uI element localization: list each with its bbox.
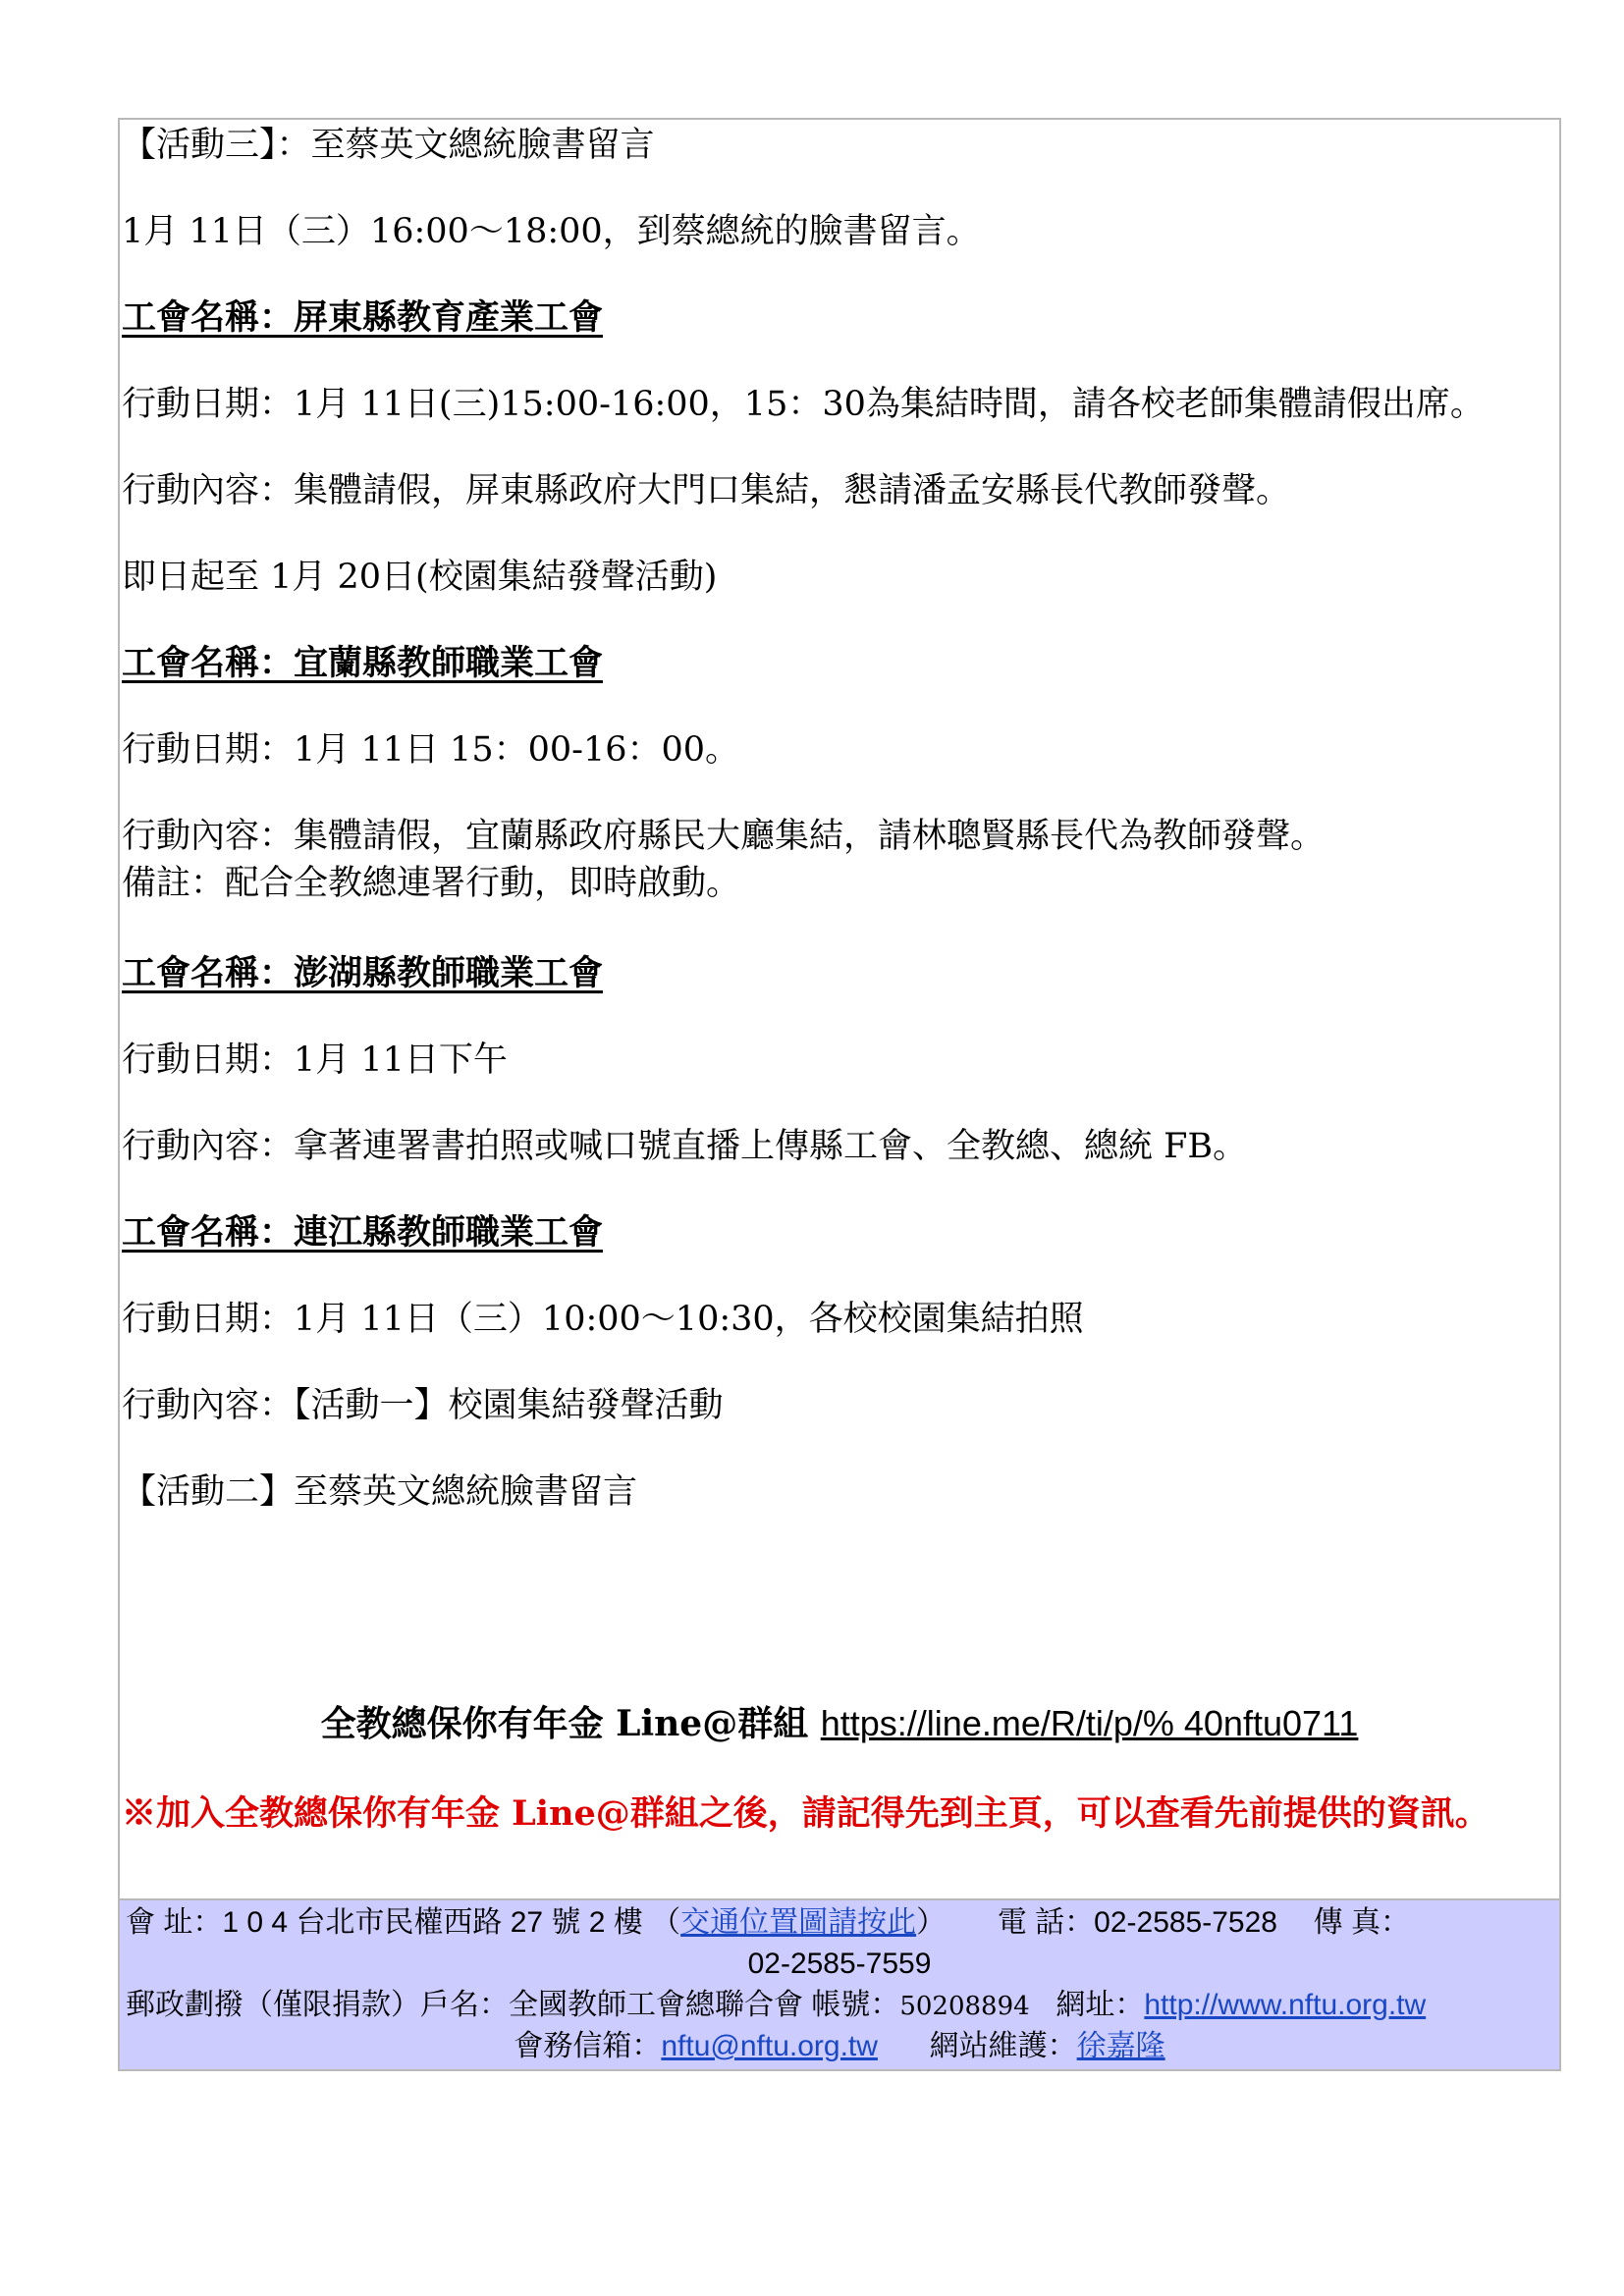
phone: 電 話：02-2585-7528	[997, 1906, 1277, 1939]
lienchiang-content: 行動內容：【活動一】校園集結發聲活動	[122, 1386, 724, 1425]
penghu-heading: 工會名稱：澎湖縣教師職業工會	[122, 954, 604, 993]
yilan-content: 行動內容：集體請假，宜蘭縣政府縣民大廳集結，請林聰賢縣長代為教師發聲。	[122, 817, 1326, 856]
footer-contact-row	[126, 2026, 1553, 2067]
map-link[interactable]: 交通位置圖請按此	[680, 1906, 917, 1939]
footer-address-row	[126, 1902, 1553, 1944]
pingtung-heading: 工會名稱：屏東縣教育產業工會	[122, 298, 604, 338]
penghu-date: 行動日期：1月 11日下午	[122, 1041, 508, 1080]
footer-postal-row	[126, 1985, 1553, 2027]
pingtung-date: 行動日期：1月 11日(三)15:00-16:00，15：30為集結時間，請各校老師集體請假出席。	[122, 385, 1485, 424]
penghu-content: 行動內容：拿著連署書拍照或喊口號直播上傳縣工會、全教總、總統 FB。	[122, 1127, 1248, 1166]
maintainer-label: 網站維護：	[929, 2030, 1077, 2062]
fax-number: 02-2585-7559	[747, 1948, 932, 1980]
email-label: 會務信箱：	[514, 2030, 662, 2062]
address-end: ）	[916, 1906, 947, 1939]
maintainer-link[interactable]: 徐嘉隆	[1076, 2030, 1165, 2062]
pingtung-content: 行動內容：集體請假，屏東縣政府大門口集結，懇請潘孟安縣長代教師發聲。	[122, 471, 1291, 510]
document-frame	[118, 118, 1561, 2071]
website-label: 網址：	[1056, 1989, 1145, 2021]
lienchiang-heading: 工會名稱：連江縣教師職業工會	[122, 1213, 604, 1253]
line-group-message	[120, 1702, 1559, 1745]
footer	[120, 1898, 1559, 2069]
lienchiang-date: 行動日期：1月 11日（三）10:00～10:30，各校校園集結拍照	[122, 1300, 1084, 1339]
line-group-label: 全教總保你有年金 Line@群組	[320, 1703, 809, 1744]
footer-fax-row	[126, 1944, 1553, 1985]
yilan-date: 行動日期：1月 11日 15：00-16：00。	[122, 730, 740, 770]
alert-message: ※加入全教總保你有年金 Line@群組之後，請記得先到主頁，可以查看先前提供的資訊。	[122, 1793, 1489, 1834]
website-link[interactable]: http://www.nftu.org.tw	[1144, 1989, 1427, 2021]
account-number: 50208894	[899, 1992, 1030, 2021]
activity3-title: 【活動三】：至蔡英文總統臉書留言	[122, 126, 655, 165]
yilan-heading: 工會名稱：宜蘭縣教師職業工會	[122, 644, 604, 683]
pingtung-note: 即日起至 1月 20日(校園集結發聲活動)	[122, 558, 718, 597]
postal-label: 郵政劃撥（僅限捐款）戶名：全國教師工會總聯合會 帳號：	[126, 1989, 900, 2021]
line-group-link[interactable]: https://line.me/R/ti/p/% 40nftu0711	[820, 1703, 1359, 1743]
yilan-remark: 備註：配合全教總連署行動，即時啟動。	[122, 864, 741, 903]
fax-label: 傳 真：	[1313, 1906, 1411, 1939]
activity3-detail: 1月 11日（三）16:00～18:00，到蔡總統的臉書留言。	[122, 212, 981, 251]
address-label: 會 址：1 0 4 台北市民權西路 27 號 2 樓 （	[126, 1906, 681, 1939]
email-link[interactable]: nftu@nftu.org.tw	[661, 2030, 878, 2062]
lienchiang-activity2: 【活動二】至蔡英文總統臉書留言	[122, 1472, 638, 1512]
